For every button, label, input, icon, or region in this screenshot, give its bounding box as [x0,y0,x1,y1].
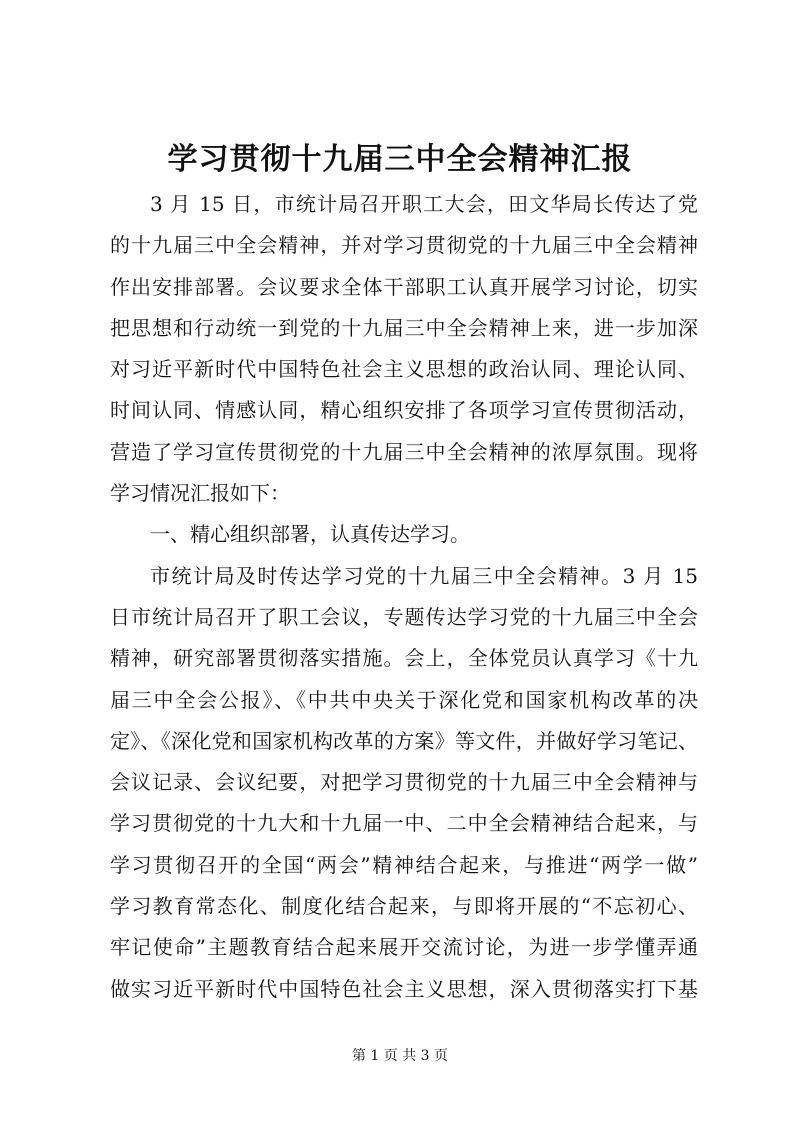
body-line-18: 学习教育常态化、制度化结合起来，与即将开展的“不忘初心、 [110,894,698,919]
body-line-8: 学习情况汇报如下： [110,481,290,506]
body-line-19: 牢记使命”主题教育结合起来展开交流讨论，为进一步学懂弄通 [110,935,698,960]
body-line-2: 的十九届三中全会精神，并对学习贯彻党的十九届三中全会精神 [110,233,698,258]
body-line-14: 定》、《深化党和国家机构改革的方案》等文件，并做好学习笔记、 [110,728,698,753]
body-line-10: 市统计局及时传达学习党的十九届三中全会精神。3 月 15 [150,563,698,588]
body-line-3: 作出安排部署。会议要求全体干部职工认真开展学习讨论，切实 [110,274,698,299]
document-body [110,184,698,1010]
body-line-7: 营造了学习宣传贯彻党的十九届三中全会精神的浓厚氛围。现将 [110,439,698,464]
body-line-6: 时间认同、情感认同，精心组织安排了各项学习宣传贯彻活动， [110,398,698,423]
section-heading-1: 一、精心组织部署，认真传达学习。 [150,522,470,547]
body-line-20: 做实习近平新时代中国特色社会主义思想，深入贯彻落实打下基 [110,976,698,1001]
body-line-17: 学习贯彻召开的全国“两会”精神结合起来，与推进“两学一做” [110,852,698,877]
body-line-1: 3 月 15 日，市统计局召开职工大会，田文华局长传达了党 [150,192,698,216]
document-title: 学习贯彻十九届三中全会精神汇报 [167,142,633,177]
page-number-footer: 第 1 页 共 3 页 [351,1048,449,1064]
body-line-15: 会议记录、会议纪要，对把学习贯彻党的十九届三中全会精神与 [110,770,698,795]
body-line-5: 对习近平新时代中国特色社会主义思想的政治认同、理论认同、 [110,357,698,382]
body-line-12: 精神，研究部署贯彻落实措施。会上，全体党员认真学习《十九 [110,646,698,671]
body-line-16: 学习贯彻党的十九大和十九届一中、二中全会精神结合起来，与 [110,811,698,836]
body-line-13: 届三中全会公报》、《中共中央关于深化党和国家机构改革的决 [110,687,698,712]
body-line-11: 日市统计局召开了职工会议，专题传达学习党的十九届三中全会 [110,604,698,629]
body-line-4: 把思想和行动统一到党的十九届三中全会精神上来，进一步加深 [110,315,698,340]
